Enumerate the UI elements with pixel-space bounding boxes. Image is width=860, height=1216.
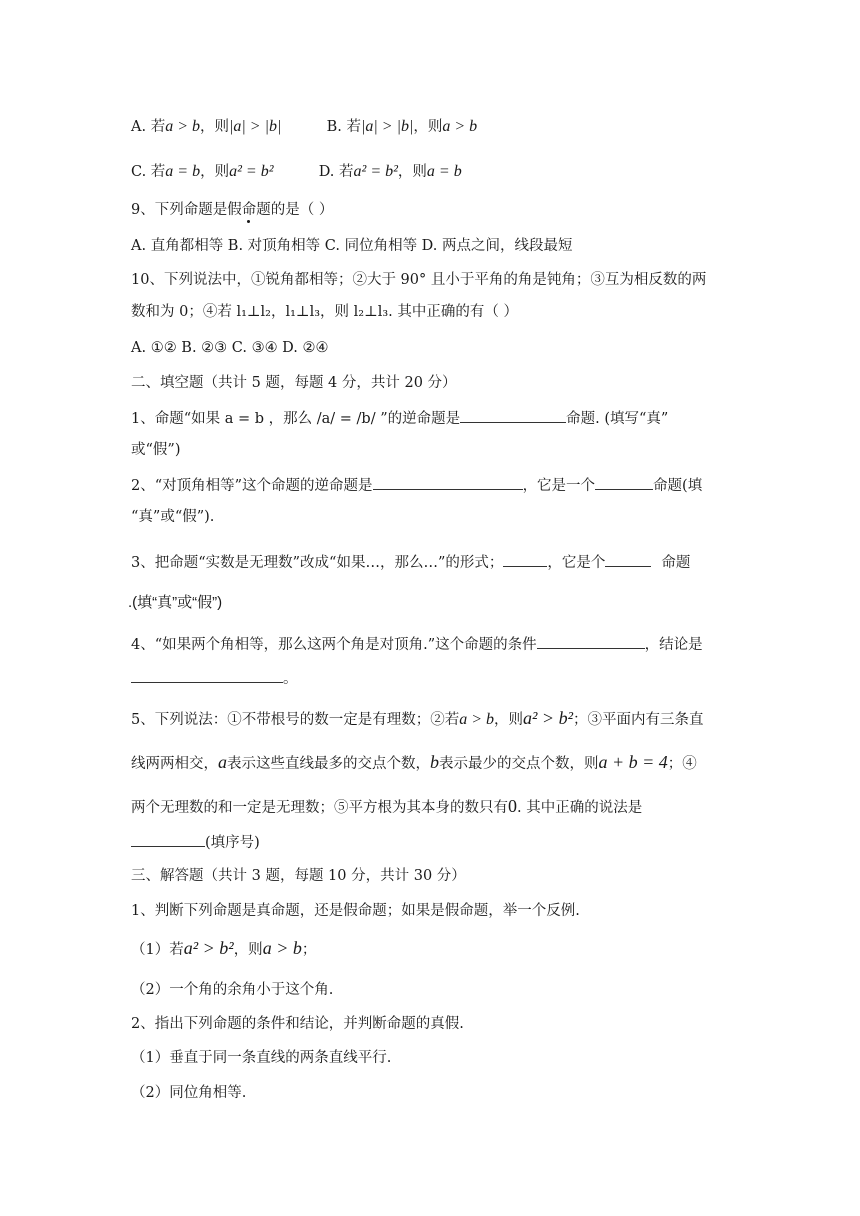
q10-line-1: 10、下列说法中，①锐角都相等；②大于 90° 且小于平角的角是钝角；③互为相反数的两	[131, 272, 707, 288]
solve-q1-part-1-text: （1）若	[131, 942, 184, 958]
q8-option-c-math1: a = b	[165, 163, 201, 180]
q8-option-row-ab	[131, 117, 477, 137]
fill-q1-line-2: 或“假”)	[131, 442, 181, 458]
fill-q5-text-5: 表示这些直线最多的交点个数，	[227, 756, 430, 772]
q8-option-a-text: ，则	[200, 119, 229, 135]
solve-q1-stem: 1、判断下列命题是真命题，还是假命题；如果是假命题，举一个反例.	[131, 903, 580, 919]
solve-q2-part-2: （2）同位角相等.	[131, 1085, 247, 1101]
fill-q2-line-2: “真”或“假”).	[131, 509, 215, 525]
fill-q5-math-1: a > b	[459, 711, 495, 728]
fill-q5-text-6: 表示最少的交点个数，则	[439, 756, 599, 772]
fill-q5-math-zero: 0	[508, 796, 517, 816]
fill-q5-text-8: 两个无理数的和一定是无理数；⑤平方根为其本身的数只有	[131, 800, 508, 816]
fill-q5-line-4	[131, 832, 260, 853]
fill-q4-text: 4、“如果两个角相等，那么这两个角是对顶角.”这个命题的条件	[131, 637, 537, 653]
fill-q1-line-1	[131, 408, 668, 429]
fill-q3-blank-2[interactable]	[605, 552, 651, 567]
fill-q3-text: 3、把命题“实数是无理数”改成“如果…，那么…”的形式；	[131, 555, 504, 571]
section-3-heading: 三、解答题（共计 3 题，每题 10 分，共计 30 分）	[131, 868, 466, 884]
fill-q5-line-2	[131, 752, 697, 774]
solve-q1-part-1	[131, 938, 316, 960]
q8-option-b-math2: a > b	[442, 118, 478, 135]
fill-q1-blank[interactable]	[460, 408, 566, 423]
q8-option-d-math1: a² = b²	[353, 163, 398, 180]
q8-option-c-text: ，则	[200, 164, 230, 180]
fill-q2-text-tail: 命题(填	[653, 478, 703, 494]
fill-q3-blank-1[interactable]	[503, 552, 547, 567]
fill-q5-text-2: ，则	[494, 712, 524, 728]
q9-emphasis-text: 假命题	[227, 202, 271, 218]
fill-q5-line-1	[131, 708, 703, 730]
fill-q5-text-9: . 其中正确的说法是	[517, 800, 643, 816]
solve-q1-part-1-math-1: a² > b²	[183, 938, 234, 958]
fill-q1-text: 1、命题“如果 a = b ，那么 /a/ = /b/ ”的逆命题是	[131, 411, 461, 427]
fill-q5-line-3	[131, 796, 642, 818]
q9-stem-pre: 9、下列命题是	[131, 202, 228, 218]
q10-options: A. ①② B. ②③ C. ③④ D. ②④	[131, 340, 329, 356]
q9-options: A. 直角都相等 B. 对顶角相等 C. 同位角相等 D. 两点之间，线段最短	[131, 238, 573, 254]
section-2-heading: 二、填空题（共计 5 题，每题 4 分，共计 20 分）	[131, 375, 457, 391]
solve-q1-part-1-text-2: ，则	[233, 942, 263, 958]
solve-q1-part-1-text-3: ；	[301, 942, 317, 958]
q8-option-d-math2: a = b	[426, 163, 462, 180]
fill-q4-line-2	[131, 668, 298, 689]
fill-q3-line-1	[131, 552, 690, 573]
fill-q4-line-1	[131, 634, 703, 655]
fill-q5-math-b: b	[430, 752, 439, 772]
fill-q5-math-sum: a + b = 4	[598, 752, 668, 772]
fill-q3-text-mid: ，它是个	[547, 555, 606, 571]
solve-q1-part-2: （2）一个角的余角小于这个角.	[131, 982, 334, 998]
q8-option-b-math1: |a| > |b|	[360, 118, 414, 135]
fill-q3-line-2: .(填“真”或“假”)	[128, 594, 223, 611]
fill-q5-text-7: ；④	[667, 756, 697, 772]
fill-q5-text-3: ；③平面内有三条直	[572, 712, 704, 728]
q8-option-a-label: A. 若	[131, 119, 166, 135]
fill-q1-text-tail: 命题. (填写“真”	[566, 411, 669, 427]
q8-option-d-text: ，则	[397, 164, 427, 180]
q8-option-a-math2: |a| > |b|	[229, 118, 282, 135]
fill-q5-text-4: 线两两相交，	[131, 756, 218, 772]
solve-q2-stem: 2、指出下列命题的条件和结论，并判断命题的真假.	[131, 1016, 464, 1032]
fill-q5-text: 5、下列说法：①不带根号的数一定是有理数；②若	[131, 712, 460, 728]
q8-option-c-math2: a² = b²	[229, 163, 274, 180]
q8-option-b-label: B. 若	[326, 119, 361, 135]
fill-q2-line-1	[131, 475, 702, 496]
fill-q2-text: 2、“对顶角相等”这个命题的逆命题是	[131, 478, 373, 494]
q8-option-c-label: C. 若	[131, 164, 166, 180]
fill-q5-blank[interactable]	[131, 832, 205, 847]
solve-q2-part-1: （1）垂直于同一条直线的两条直线平行.	[131, 1050, 392, 1066]
q9-stem	[131, 200, 333, 220]
q9-stem-post: 的是（ ）	[270, 202, 334, 218]
fill-q5-math-a: a	[218, 752, 227, 772]
fill-q4-blank-2[interactable]	[131, 668, 283, 683]
fill-q5-hint: (填序号)	[205, 835, 260, 851]
fill-q2-blank-1[interactable]	[373, 475, 523, 490]
q8-option-a-math1: a > b	[165, 118, 200, 135]
fill-q4-blank-1[interactable]	[537, 634, 645, 649]
q8-option-d-label: D. 若	[318, 164, 354, 180]
fill-q4-period: 。	[283, 671, 298, 687]
fill-q5-math-2: a² > b²	[523, 708, 573, 728]
solve-q1-part-1-math-2: a > b	[262, 938, 302, 958]
fill-q2-blank-2[interactable]	[595, 475, 653, 490]
fill-q4-text-tail: ，结论是	[644, 637, 703, 653]
q10-line-2: 数和为 0；④若 l₁⊥l₂，l₁⊥l₃，则 l₂⊥l₃. 其中正确的有（ ）	[131, 304, 518, 320]
fill-q3-text-tail: 命题	[661, 555, 691, 571]
q8-option-b-text: ，则	[413, 119, 443, 135]
fill-q2-text-mid: ，它是一个	[522, 478, 596, 494]
q8-option-row-cd	[131, 162, 462, 182]
